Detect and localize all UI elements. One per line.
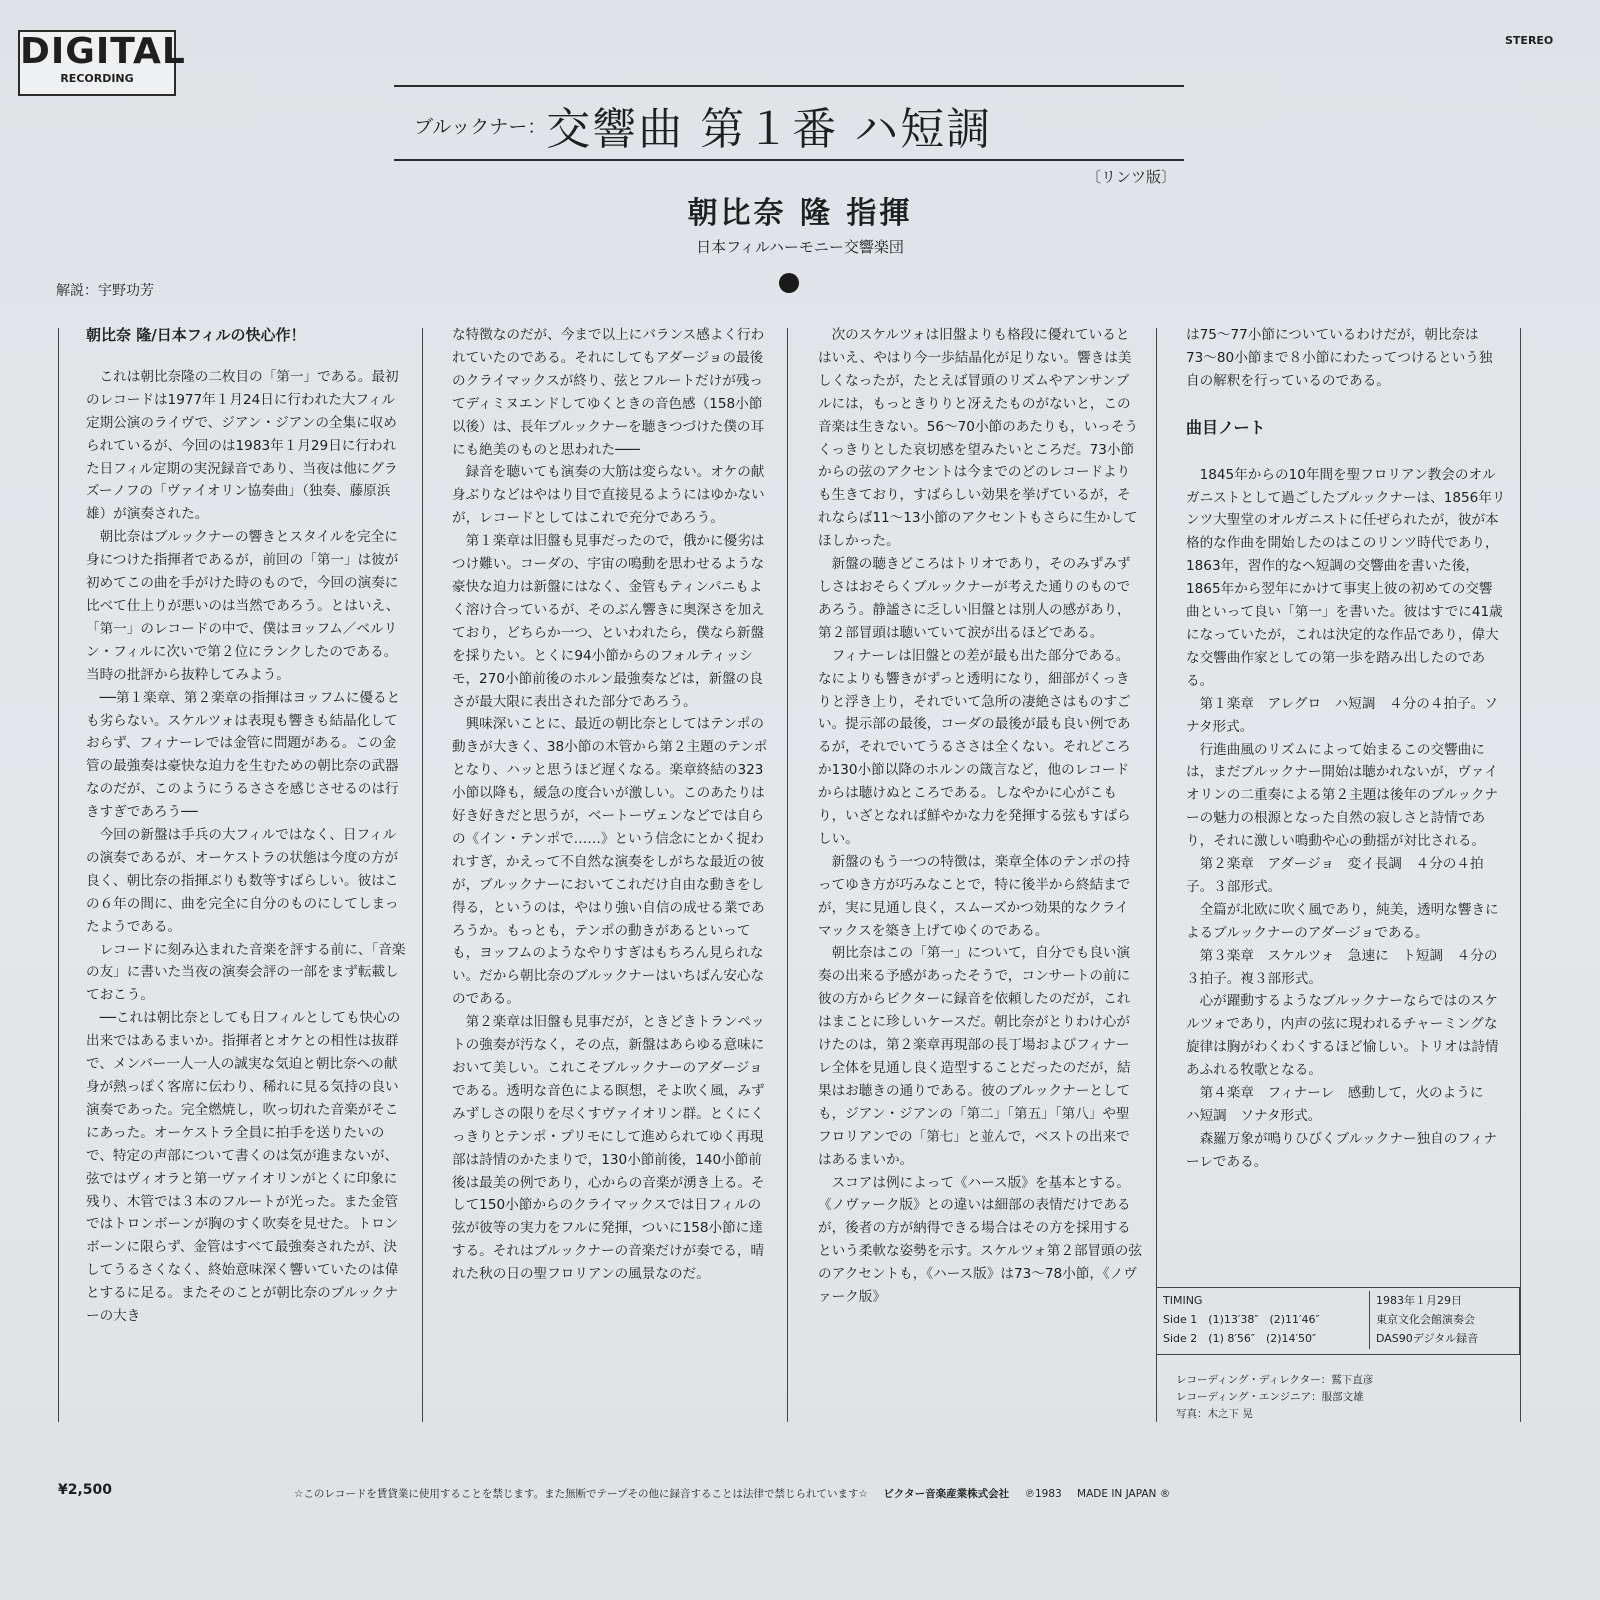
- logo-digital-text: DIGITAL: [20, 31, 186, 72]
- recording-date: 1983年１月29日: [1376, 1294, 1462, 1307]
- director-credit: レコーディング・ディレクター：鷲下直彦: [1176, 1374, 1374, 1386]
- made-in-japan: MADE IN JAPAN ®: [1077, 1488, 1171, 1500]
- paragraph: 心が躍動するようなブルックナーならではのスケルツォであり，内声の弦に現われるチャーミングな旋律は胸がわくわくするほど愉しい。トリオは詩情あふれる牧歌となる。: [1186, 993, 1499, 1079]
- center-spindle-dot: [779, 273, 799, 293]
- paragraph: 朝比奈はこの「第一」について，自分でも良い演奏の出来る予感があったそうで，コンサートの前に彼の方からビクターに録音を依頼したのだが，これはまことに珍しいケースだ。朝比奈がとりわけ心がけたのは，第２楽章再現部の長丁場およびフィナーレ全体を見通し良く造型することだったのだが，結果はお聴きの通りである。彼のブルックナーとしても，ジアン・ジアンの「第二」「第五」「第八」や聖フロリアンでの「第七」と並んで，ベストの出来ではあるまいか。: [818, 945, 1131, 1168]
- paragraph: 全篇が北欧に吹く風であり，純美，透明な響きによるブルックナーのアダージョである。: [1186, 901, 1499, 941]
- staff-credits: [1176, 1372, 1373, 1423]
- album-title: [390, 93, 1170, 159]
- recording-info: [1369, 1291, 1478, 1349]
- recording-method: DAS90デジタル録音: [1376, 1332, 1479, 1345]
- paragraph: 興味深いことに、最近の朝比奈としてはテンポの動きが大きく、38小節の木管から第２主題のテンポとなり、ハッと思うほど遅くなる。楽章終結の323小節以降も，緩急の度合いが激しい。このあたりは好き好きだと思うが，ベートーヴェンなどでは自らの《イン・テンポで……》という信念にとかく捉われすぎ，かえって不自然な演奏をしがちな最近の彼が，ブルックナーにおいてこれだけ自由な動きをし得る，というのは，やはり強い自信の成せる業であろうか。もっとも，テンポの動きがあるといっても，ヨッフムのようなやりすぎはもちろん見られない。だから朝比奈のブルックナーはいちばん安心なのである。: [452, 716, 768, 1008]
- column-divider-2: [787, 328, 788, 1422]
- stereo-label: STEREO: [1505, 34, 1554, 47]
- copyright-mark: ℗1983: [1024, 1488, 1062, 1500]
- column-divider-0: [58, 328, 59, 1422]
- paragraph: ──これは朝比奈としても日フィルとしても快心の出来ではあるまいか。指揮者とオケとの相性は抜群で、メンバー一人一人の誠実な気迫と朝比奈への献身が熱っぽく客席に伝わり、稀れに見る気持の良い演奏であった。完全燃焼し，吹っ切れた音楽がそこにあった。オーケストラ全員に拍手を送りたいので、特定の声部について書くのは気が進まないが、弦ではヴィオラと第一ヴァイオリンがとくに印象に残り、木管では３本のフルートが光った。また金管ではトロンボーンが胸のすく吹奏を見せた。トロンボーンに限らず、金管はすべて最強奏されたが、決してうるさくなく、終始意味深く響いていたのは偉とするに足る。またそのことが朝比奈のブルックナーの大き: [86, 1010, 401, 1325]
- work-title: 交響曲 第１番 ハ短調: [546, 104, 993, 155]
- paragraph: ──第１楽章、第２楽章の指揮はヨッフムに優るとも劣らない。スケルツォは表現も響きも結晶化しておらず、フィナーレでは金管に問題がある。この金管の最強奏は豪快な迫力を生むための朝比奈の武器なのだが、このようにうるささを感じさせるのは行きすぎであろう──: [86, 689, 401, 821]
- column-divider-1: [422, 328, 423, 1422]
- essay-subtitle: 朝比奈 隆/日本フィルの快心作！: [86, 326, 306, 344]
- paragraph: 次のスケルツォは旧盤よりも格段に優れているとはいえ、やはり今一歩結晶化が足りない。響きは美しくなったが，たとえば冒頭のリズムやアンサンブルには，もっときりりと冴えたものがないと，この音楽は生きない。56〜70小節のあたりも，いっそうくっきりとした哀切感を望みたいところだ。73小節からの弦のアクセントは今までのどのレコードよりも生きており，すばらしい効果を挙げているが，それならば11〜13小節のアクセントもさらに生かしてほしかった。: [818, 327, 1139, 550]
- timing-sides: [1163, 1291, 1320, 1348]
- paragraph: フィナーレは旧盤との差が最も出た部分である。なによりも響きがずっと透明になり，細部がくっきりと浮き上り，それでいて急所の凄絶さはものすごい。提示部の最後，コーダの最後が最も良い例であるが，それでいてうるささは全くない。それどころか130小節以降のホルンの箴言など，他のレコードからは聴けぬところである。しなやかに心がこもり，いざとなれば鮮やかな力を発揮する弦もすばらしい。: [818, 647, 1131, 847]
- paragraph: 新盤のもう一つの特徴は，楽章全体のテンポの持ってゆき方が巧みなことで，特に後半から終結までが，実に見通し良く，スムーズかつ効果的なクライマックスを築き上げてゆくのである。: [818, 853, 1131, 939]
- paragraph: 1845年からの10年間を聖フロリアン教会のオルガニストとして過ごしたブルックナーは、1856年リンツ大聖堂のオルガニストに任ぜられたが，彼が本格的な作曲を開始したのはこのリンツ時代であり，1863年，習作的なヘ短調の交響曲を書いた後，1865年から翌年にかけて事実上彼の初めての交響曲といって良い「第一」を書いた。彼はすでに41歳になっていたが，これは決定的な作品であり，偉大な交響曲作家としての第一歩を踏み出したのである。: [1186, 466, 1506, 689]
- title-rule-top: [394, 85, 1184, 87]
- recording-venue: 東京文化会館演奏会: [1376, 1313, 1475, 1326]
- company-name: ビクター音楽産業株式会社: [883, 1488, 1010, 1500]
- timing-side-1: Side 1 (1)13′38″ (2)11′46″: [1163, 1313, 1320, 1326]
- paragraph: 第２楽章は旧盤も見事だが，ときどきトランペットの強奏が汚なく，その点，新盤はあらゆる意味において美しい。これこそブルックナーのアダージョである。透明な音色による瞑想，そよ吹く風，みずみずしさの限りを尽くすヴァイオリン群。とくにくっきりとテンポ・プリモにして進められてゆく再現部は詩情のかたまりで，130小節前後，140小節前後は最美の例であり，心からの音楽が湧き上る。そして150小節からのクライマックスでは日フィルの弦が彼等の実力をフルに発揮，ついに158小節に達する。それはブルックナーの音楽だけが奏でる，晴れた秋の日の聖フロリアンの風景なのだ。: [452, 1014, 765, 1283]
- price-label: ¥2,500: [58, 1482, 113, 1498]
- legal-footer: [294, 1486, 1182, 1501]
- essay-column-1: [86, 324, 406, 1328]
- commentator-credit: 解説：宇野功芳: [56, 283, 154, 299]
- edition-label: 〔リンツ版〕: [1086, 168, 1177, 186]
- paragraph: 行進曲風のリズムによって始まるこの交響曲には，まだブルックナー開始は聴かれないが，ヴァイオリンの二重奏による第２主題は後年のブルックナーの魅力の根源となった自然の寂しさと詩情であり，それに激しい鳴動や心の動揺が対比される。: [1186, 741, 1499, 850]
- essay-column-2: [452, 324, 772, 1286]
- timing-side-2: Side 2 (1) 8′56″ (2)14′50″: [1163, 1332, 1317, 1345]
- paragraph: スコアは例によって《ハース版》を基本とする。《ノヴァーク版》との違いは細部の表情だけであるが，後者の方が納得できる場合はその方を採用するという柔軟な姿勢を示す。スケルツォ第２部冒頭の弦のアクセントも，《ハース版》は73〜78小節，《ノヴァーク版》: [818, 1174, 1142, 1306]
- orchestra-credit: 日本フィルハーモニー交響楽団: [696, 238, 904, 256]
- paragraph: な特徴なのだが、今まで以上にバランス感よく行われていたのである。それにしてもアダージョの最後のクライマックスが終り、弦とフルートだけが残ってディミヌエンドしてゆくときの音色感（158小節以後）は、長年ブルックナーを聴きつづけた僕の耳にも絶美のものと思われた───: [452, 327, 765, 458]
- engineer-credit: レコーディング・エンジニア：服部文雄: [1176, 1391, 1364, 1403]
- timing-box: [1156, 1287, 1520, 1355]
- paragraph: 今回の新盤は手兵の大フィルではなく、日フィルの演奏であるが、オーケストラの状態は今度の方が良く、朝比奈の指揮ぶりも数等すばらしい。彼はこの６年の間に、曲を完全に自分のものにしてしまったようである。: [86, 827, 399, 935]
- paragraph: レコードに刻み込まれた音楽を評する前に、「音楽の友」に書いた当夜の演奏会評の一部をまず転載しておこう。: [86, 941, 406, 1004]
- paragraph: これは朝比奈隆の二枚目の「第一」である。最初のレコードは1977年１月24日に行われた大フィル定期公演のライヴで、ジアン・ジアンの全集に収められているが、今回のは1983年１月29日に行われた日フィル定期の実況録音であり、当夜は他にグラズーノフの「ヴァイオリン協奏曲」（独奏、藤原浜雄）が演奏された。: [86, 368, 399, 523]
- photo-credit: 写真：木之下 晃: [1176, 1408, 1253, 1420]
- essay-column-3: [818, 324, 1142, 1309]
- movement-heading: 第４楽章 フィナーレ 感動して，火のように ハ短調 ソナタ形式。: [1186, 1085, 1498, 1124]
- paragraph: 録音を聴いても演奏の大筋は変らない。オケの献身ぶりなどはやはり目で直接見るようにはゆかないが，レコードとしてはこれで充分であろう。: [452, 464, 765, 527]
- paragraph: 第１楽章は旧盤も見事だったので，俄かに優劣はつけ難い。コーダの、宇宙の鳴動を思わせるような豪快な迫力は新盤にはなく、金管もティンパニもよく溶け合っているが、そのぶん響きに奥深さを加えており，どちらか一つ、といわれたら，僕なら新盤を採りたい。とくに94小節からのフォルティッシモ，270小節前後のホルン最強奏などは，新盤の良さが最大限に表出された部分であろう。: [452, 533, 765, 710]
- column-divider-3: [1156, 328, 1157, 1422]
- title-rule-bottom: [394, 159, 1184, 161]
- paragraph: は75〜77小節についているわけだが，朝比奈は73〜80小節まで８小節にわたってつけるという独自の解釈を行っているのである。: [1186, 327, 1493, 389]
- rental-notice: ☆このレコードを賃貸業に使用することを禁じます。また無断でテープその他に録音することは法律で禁じられています☆: [294, 1488, 868, 1500]
- movement-heading: 第１楽章 アレグロ ハ短調 ４分の４拍子。ソナタ形式。: [1186, 695, 1498, 735]
- movement-heading: 第２楽章 アダージョ 変イ長調 ４分の４拍子。３部形式。: [1186, 856, 1484, 895]
- notes-column: [1186, 324, 1506, 1174]
- logo-recording-text: RECORDING: [60, 72, 134, 85]
- digital-recording-logo: [18, 30, 186, 96]
- timing-label: TIMING: [1163, 1294, 1203, 1307]
- paragraph: 新盤の聴きどころはトリオであり，そのみずみずしさはおそらくブルックナーが考えた通りのものであろう。静謐さに乏しい旧盤とは別人の感があり，第２部冒頭は聴いていて涙が出るほどである。: [818, 556, 1131, 641]
- paragraph: 森羅万象が鳴りひびくブルックナー独自のフィナーレである。: [1186, 1130, 1498, 1170]
- conductor-credit: 朝比奈 隆 指揮: [687, 196, 913, 231]
- column-divider-4: [1520, 328, 1521, 1422]
- movement-heading: 第３楽章 スケルツォ 急速に ト短調 ４分の３拍子。複３部形式。: [1186, 947, 1498, 987]
- composer-prefix: ブルックナー：: [414, 115, 547, 138]
- programme-notes-heading: 曲目ノート: [1186, 417, 1266, 437]
- paragraph: 朝比奈はブルックナーの響きとスタイルを完全に身につけた指揮者であるが，前回の「第一」は彼が初めてこの曲を手がけた時のもので，今回の演奏に比べて仕上りが悪いのは当然であろう。とはいえ、「第一」のレコードの中で、僕はヨッフム／ベルリン・フィルに次いで第２位にランクしたのである。当時の批評から抜粋してみよう。: [86, 529, 400, 683]
